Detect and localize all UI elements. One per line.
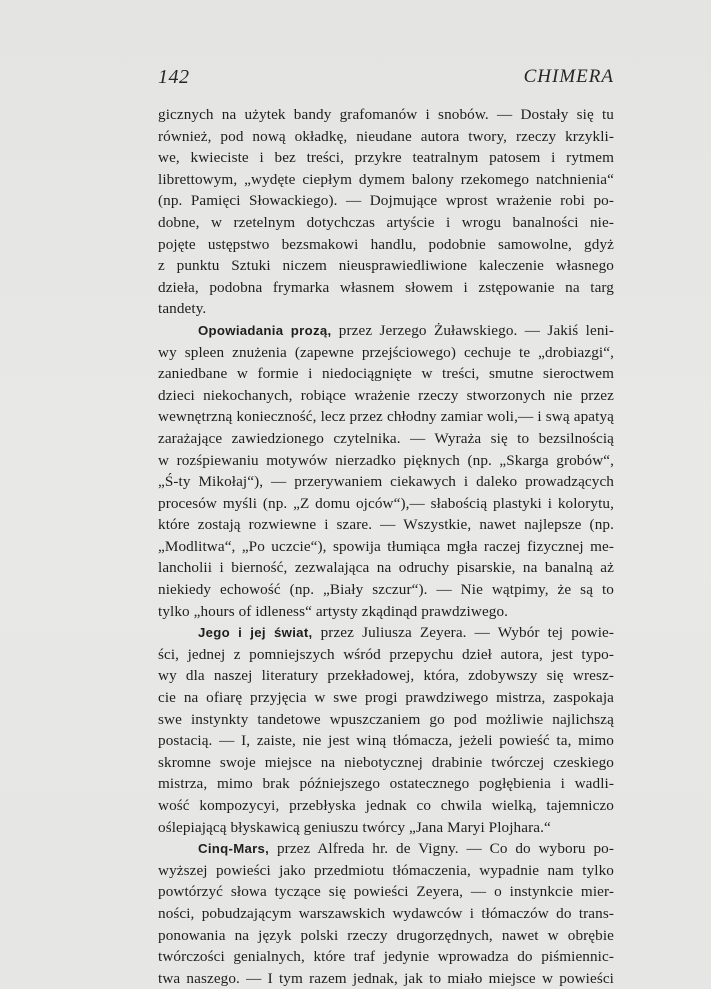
text-line: niekiedy echowość (np. „Biały szczur“). — Nie wątpimy, że są to [158,581,614,599]
text-line: dzieła, podobna frymarka własnem słowem i zstępowanie na targ [158,278,614,296]
text-line: zarażające zawiedzionego czytelnika. — Wyraża się to bezsilnością [158,429,614,447]
text-line: oślepiającą błyskawicą geniuszu twórcy „Jana Maryi Plojhara.“ [158,818,551,836]
text-line: twa naszego. — I tym razem jednak, jak to miało miejsce w powieści [158,969,614,987]
text-line: gicznych na użytek bandy grafomanów i snobów. — Dostały się tu [158,106,614,123]
text-line: które zostają rozwiewne i szare. — Wszystkie, nawet najlepsze (np. [158,516,614,534]
text-line: w rozśpiewaniu motywów nierzadko pięknych (np. „Skarga grobów“, [158,451,614,469]
review-cinq-mars [158,838,614,989]
text-line: lancholii i bierność, zezwalająca na odruchy pisarskie, na banalną aż [158,559,614,577]
book-title: Jego i jej świat, [198,625,313,641]
text-line: wewnętrzną konieczność, lecz przez chłodny zamiar woli,— i swą apatyą [158,408,614,426]
text-line: procesów myśli (np. „Z domu ojców“),— słabością plastyki i kolorytu, [158,494,614,512]
review-opowiadania-proza [158,320,614,622]
page-number: 142 [158,66,190,88]
text-line: powtórzyć słowa tyczące się powieści Zeyera, — o instynkcie mier- [158,883,614,901]
text-line: wyższej powieści jako przedmiotu tłómaczenia, wypadnie nam tylko [158,861,614,879]
book-title: Opowiadania prozą, [198,322,332,338]
text-line: „Modlitwa“, „Po uczcie“), spowija tłumiąca mgła raczej fizycznej me- [158,537,614,555]
text-line: tylko „hours of idleness“ artysty zkądinąd prawdziwego. [158,602,509,620]
text-line: wy dla naszej literatury przekładowej, która, zdobywszy się wresz- [158,667,614,685]
review-heading-line [158,320,614,342]
body-text [158,104,614,989]
text-line: ności, pobudzającym warszawskich wydawców i tłómaczów do trans- [158,904,614,922]
text-line: cie na ofiarę przyjęcia w swe progi prawdziwego mistrza, zaspokaja [158,689,614,707]
review-heading-line [158,622,614,644]
text-line: z punktu Sztuki niczem nieusprawiedliwione kaleczenie własnego [158,257,614,275]
text-line: pojęte ustępstwo bezsmakowi handlu, podobnie samowolne, gdyż [158,235,614,253]
heading-line-rest: przez Jerzego Żuławskiego. — Jakiś leni- [331,321,614,339]
text-line: „Ś-ty Mikołaj“), — przerywaniem ciekawych i daleko prowadzących [158,473,614,491]
review-heading-line [158,838,614,860]
text-line: mistrza, mimo brak późniejszego ostatecznego pogłębienia i wadli- [158,775,614,793]
text-line: dzieci niekochanych, robiące wrażenie rzeczy stworzonych nie przez [158,386,614,404]
text-line: zaniedbane w formie i niedociągnięte w treści, smutne sieroctwem [158,365,614,383]
text-line: wość kompozycyi, przebłyska jednak co chwila wielką, tajemniczo [158,797,614,814]
text-line: (np. Pamięci Słowackiego). — Dojmujące wprost wrażenie robi po- [158,192,614,210]
journal-title: CHIMERA [523,66,614,87]
book-title: Cinq-Mars, [198,841,270,857]
text-line: również, pod nową okładkę, nieudane autora twory, rzeczy krzykli- [158,127,614,145]
text-line: we, kwieciste i bez treści, przykre teatralnym patosem i rytmem [158,149,614,167]
text-line: postacią. — I, zaiste, nie jest winą tłómacza, jeżeli powieść ta, mimo [158,732,614,750]
heading-line-rest: przez Alfreda hr. de Vigny. — Co do wyboru po- [269,840,614,858]
text-line: wy spleen znużenia (zapewne przejściowego) cechuje te „drobiazgi“, [158,343,614,361]
text-line: ści, jednej z pomniejszych wśród przepychu dzieł autora, jest typo- [158,645,614,663]
review-jego-i-jej-swiat [158,622,614,838]
running-head [158,66,614,90]
paragraph-continuation [158,104,614,320]
text-line: librettowym, „wydęte ciepłym dymem balony rzekomego natchnienia“ [158,170,614,188]
text-line: ponowania na język polski rzeczy drugorzędnych, nawet w obrębie [158,926,614,944]
text-line: skromne swoje miejsce na niebotycznej drabinie twórczej czeskiego [158,753,614,771]
text-line: tandety. [158,300,207,318]
text-line: swe instynkty tandetowe wpuszczaniem go pod możliwie najlichszą [158,710,614,728]
text-line: dobne, w rzetelnym dotychczas artyście i wrogu banalności nie- [158,213,614,231]
heading-line-rest: przez Juliusza Zeyera. — Wybór tej powie- [312,624,615,642]
text-line: twórczości genialnych, które traf jedynie wprowadza do piśmiennic- [158,948,614,966]
